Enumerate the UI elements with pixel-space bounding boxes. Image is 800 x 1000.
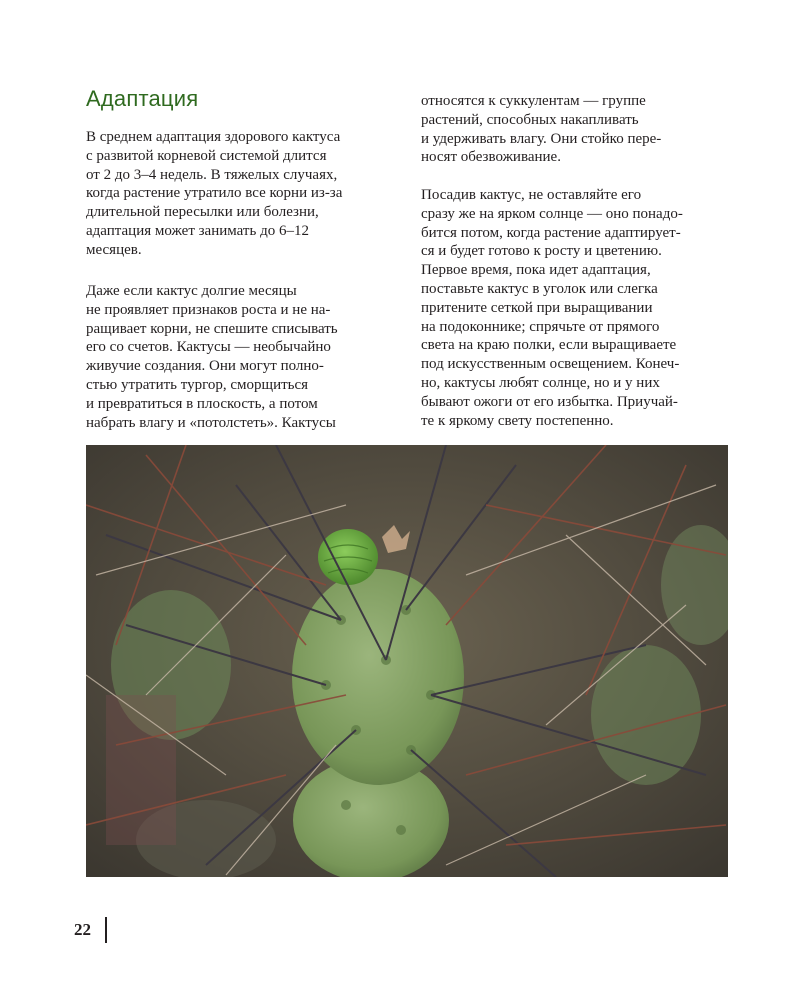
cactus-photo — [86, 445, 728, 877]
text-line: Посадив кактус, не оставляйте его — [421, 187, 642, 203]
text-line: с развитой корневой системой длится — [86, 147, 327, 164]
background-pot — [106, 695, 176, 845]
text-line: длительной пересылки или болезни, — [86, 204, 319, 221]
text-line: Даже если кактус долгие месяцы — [86, 283, 297, 299]
text-line: месяцев. — [86, 241, 142, 258]
text-line: относятся к суккулентам — группе — [421, 93, 646, 109]
text-line: те к яркому свету постепенно. — [421, 412, 614, 429]
text-line: его со счетов. Кактусы — необычайно — [86, 339, 331, 356]
text-line: и превратиться в плоскость, а потом — [86, 395, 318, 412]
paragraph — [421, 186, 683, 430]
paragraph — [86, 282, 338, 432]
text-line: от 2 до 3–4 недель. В тяжелых случаях, — [86, 166, 338, 183]
text-line: притените сеткой при выращивании — [421, 299, 653, 316]
cactus-body — [292, 569, 464, 785]
background-cactus — [591, 645, 701, 785]
text-line: поставьте кактус в уголок или слегка — [421, 280, 658, 297]
paragraph — [86, 128, 342, 260]
text-line: на подоконнике; спрячьте от прямого — [421, 318, 660, 335]
text-line: ращивает корни, не спешите списывать — [86, 320, 338, 337]
text-line: ся и будет готово к росту и цветению. — [421, 243, 662, 260]
text-line: но, кактусы любят солнце, но и у них — [421, 374, 660, 391]
text-line: растений, способных накапливать — [421, 111, 639, 128]
text-line: В среднем адаптация здорового кактуса — [86, 129, 341, 145]
section-heading: Адаптация — [86, 86, 199, 111]
text-line: стью утратить тургор, сморщиться — [86, 376, 309, 393]
text-line: бывают ожоги от его избытка. Приучай- — [421, 393, 678, 410]
text-line: живучие создания. Они могут полно- — [86, 358, 324, 375]
text-line: набрать влагу и «потолстеть». Кактусы — [86, 414, 336, 431]
text-line: сразу же на ярком солнце — оно понадо- — [421, 205, 683, 222]
text-line: адаптация может занимать до 6–12 — [86, 222, 309, 239]
page-number: 22 — [74, 920, 91, 939]
text-line: Первое время, пока идет адаптация, — [421, 262, 651, 279]
text-line: света на краю полки, если выращиваете — [421, 337, 677, 354]
page-number-rule — [105, 917, 107, 943]
text-line: бится потом, когда растение адаптирует- — [421, 224, 681, 241]
text-line: не проявляет признаков роста и не на- — [86, 301, 331, 318]
text-line: носят обезвоживание. — [421, 149, 561, 166]
text-line: под искусственным освещением. Конеч- — [421, 356, 680, 373]
cactus-illustration — [86, 445, 728, 877]
text-line: когда растение утратило все корни из-за — [86, 185, 343, 202]
text-line: и удерживать влагу. Они стойко пере- — [421, 130, 662, 147]
paragraph — [421, 92, 661, 167]
